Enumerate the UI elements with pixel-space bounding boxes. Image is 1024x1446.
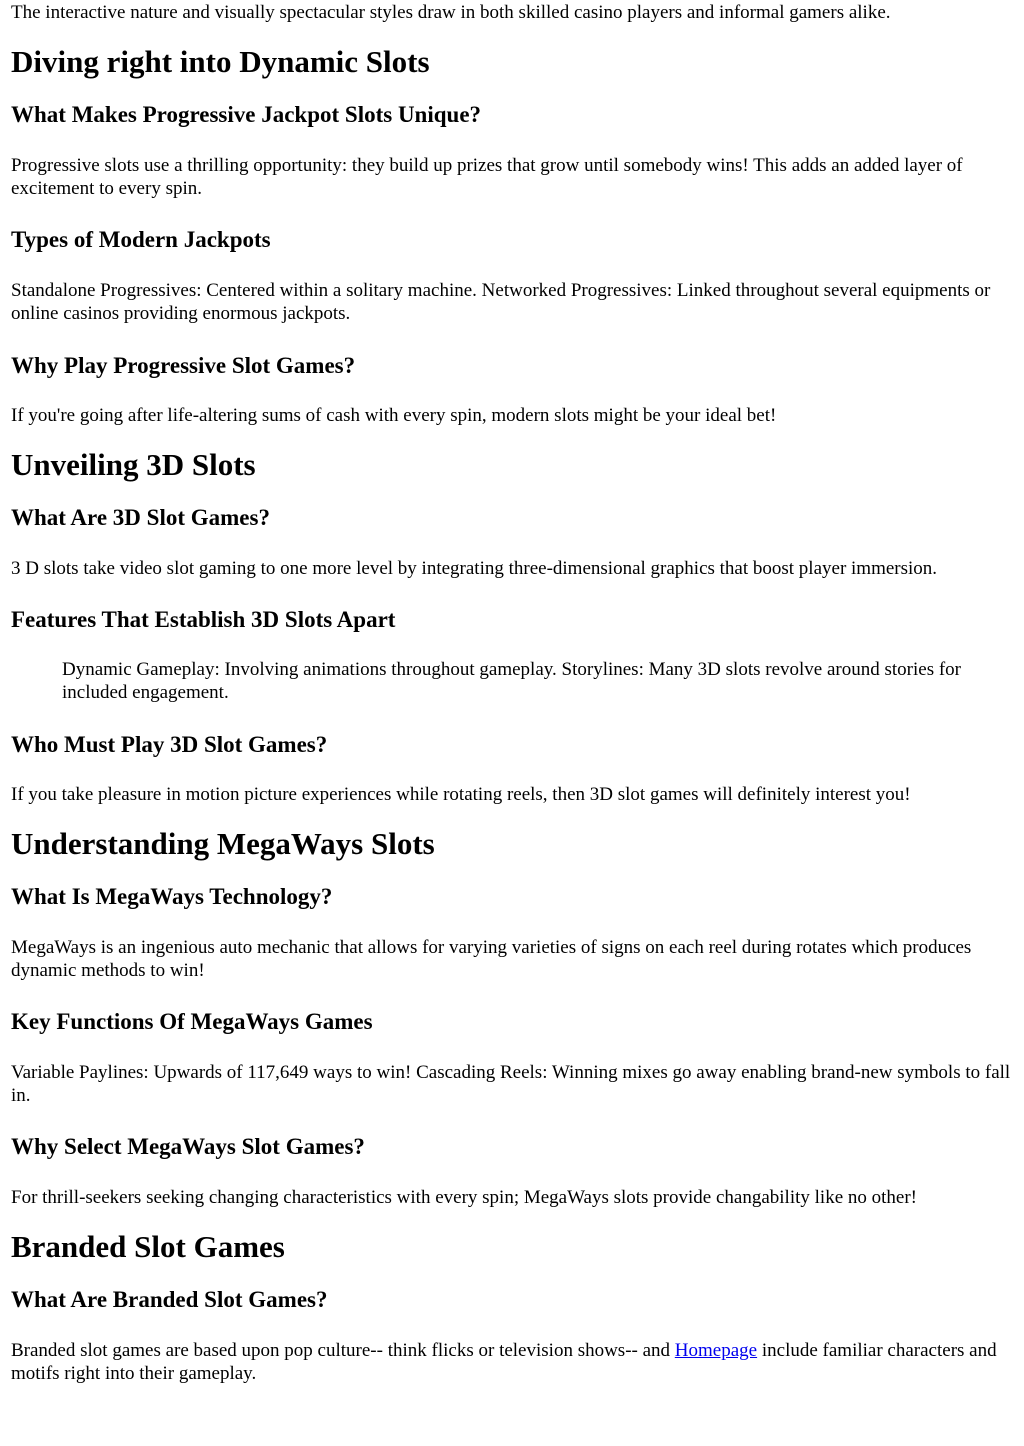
subsection-heading: What Makes Progressive Jackpot Slots Unique? xyxy=(11,102,482,127)
paragraph-text: Branded slot games are based upon pop culture-- think flicks or television shows-- and xyxy=(11,1340,675,1361)
paragraph xyxy=(11,1339,1011,1385)
section-heading: Understanding MegaWays Slots xyxy=(11,826,435,861)
subsection-heading: What Are 3D Slot Games? xyxy=(11,505,270,530)
paragraph: Progressive slots use a thrilling opportunity: they build up prizes that grow until somebody wins! This adds an added layer of excitement to every spin. xyxy=(11,155,963,199)
article xyxy=(11,0,1011,1385)
paragraph: If you take pleasure in motion picture experiences while rotating reels, then 3D slot games will definitely interest you! xyxy=(11,784,911,805)
paragraph: 3 D slots take video slot gaming to one more level by integrating three-dimensional graphics that boost player immersion. xyxy=(11,558,938,579)
section-heading: Branded Slot Games xyxy=(11,1229,285,1264)
paragraph: If you're going after life-altering sums of cash with every spin, modern slots might be your ideal bet! xyxy=(11,405,777,426)
section-heading: Unveiling 3D Slots xyxy=(11,447,256,482)
subsection-heading: Why Play Progressive Slot Games? xyxy=(11,353,356,378)
intro-paragraph: The interactive nature and visually spectacular styles draw in both skilled casino players and informal gamers alike. xyxy=(11,2,891,23)
paragraph-text: include familiar characters and motifs right into their gameplay. xyxy=(11,1340,997,1384)
section-heading: Diving right into Dynamic Slots xyxy=(11,44,430,79)
subsection-heading: Features That Establish 3D Slots Apart xyxy=(11,607,396,632)
blockquote-paragraph: Dynamic Gameplay: Involving animations throughout gameplay. Storylines: Many 3D slots revolve around stories for included engagement. xyxy=(62,659,961,703)
subsection-heading: What Is MegaWays Technology? xyxy=(11,884,333,909)
subsection-heading: Who Must Play 3D Slot Games? xyxy=(11,732,328,757)
paragraph: MegaWays is an ingenious auto mechanic that allows for varying varieties of signs on each reel during rotates which produces dynamic methods to win! xyxy=(11,937,972,981)
subsection-heading: Types of Modern Jackpots xyxy=(11,227,271,252)
homepage-link[interactable]: Homepage xyxy=(674,1340,758,1361)
paragraph: Variable Paylines: Upwards of 117,649 ways to win! Cascading Reels: Winning mixes go away enabling brand-new symbols to fall in. xyxy=(11,1062,1011,1106)
paragraph: For thrill-seekers seeking changing characteristics with every spin; MegaWays slots provide changability like no other! xyxy=(11,1187,917,1208)
subsection-heading: Why Select MegaWays Slot Games? xyxy=(11,1134,365,1159)
subsection-heading: Key Functions Of MegaWays Games xyxy=(11,1009,373,1034)
paragraph: Standalone Progressives: Centered within a solitary machine. Networked Progressives: Linked throughout several equipments or online casinos providing enormous jackpots. xyxy=(11,280,991,324)
subsection-heading: What Are Branded Slot Games? xyxy=(11,1287,328,1312)
